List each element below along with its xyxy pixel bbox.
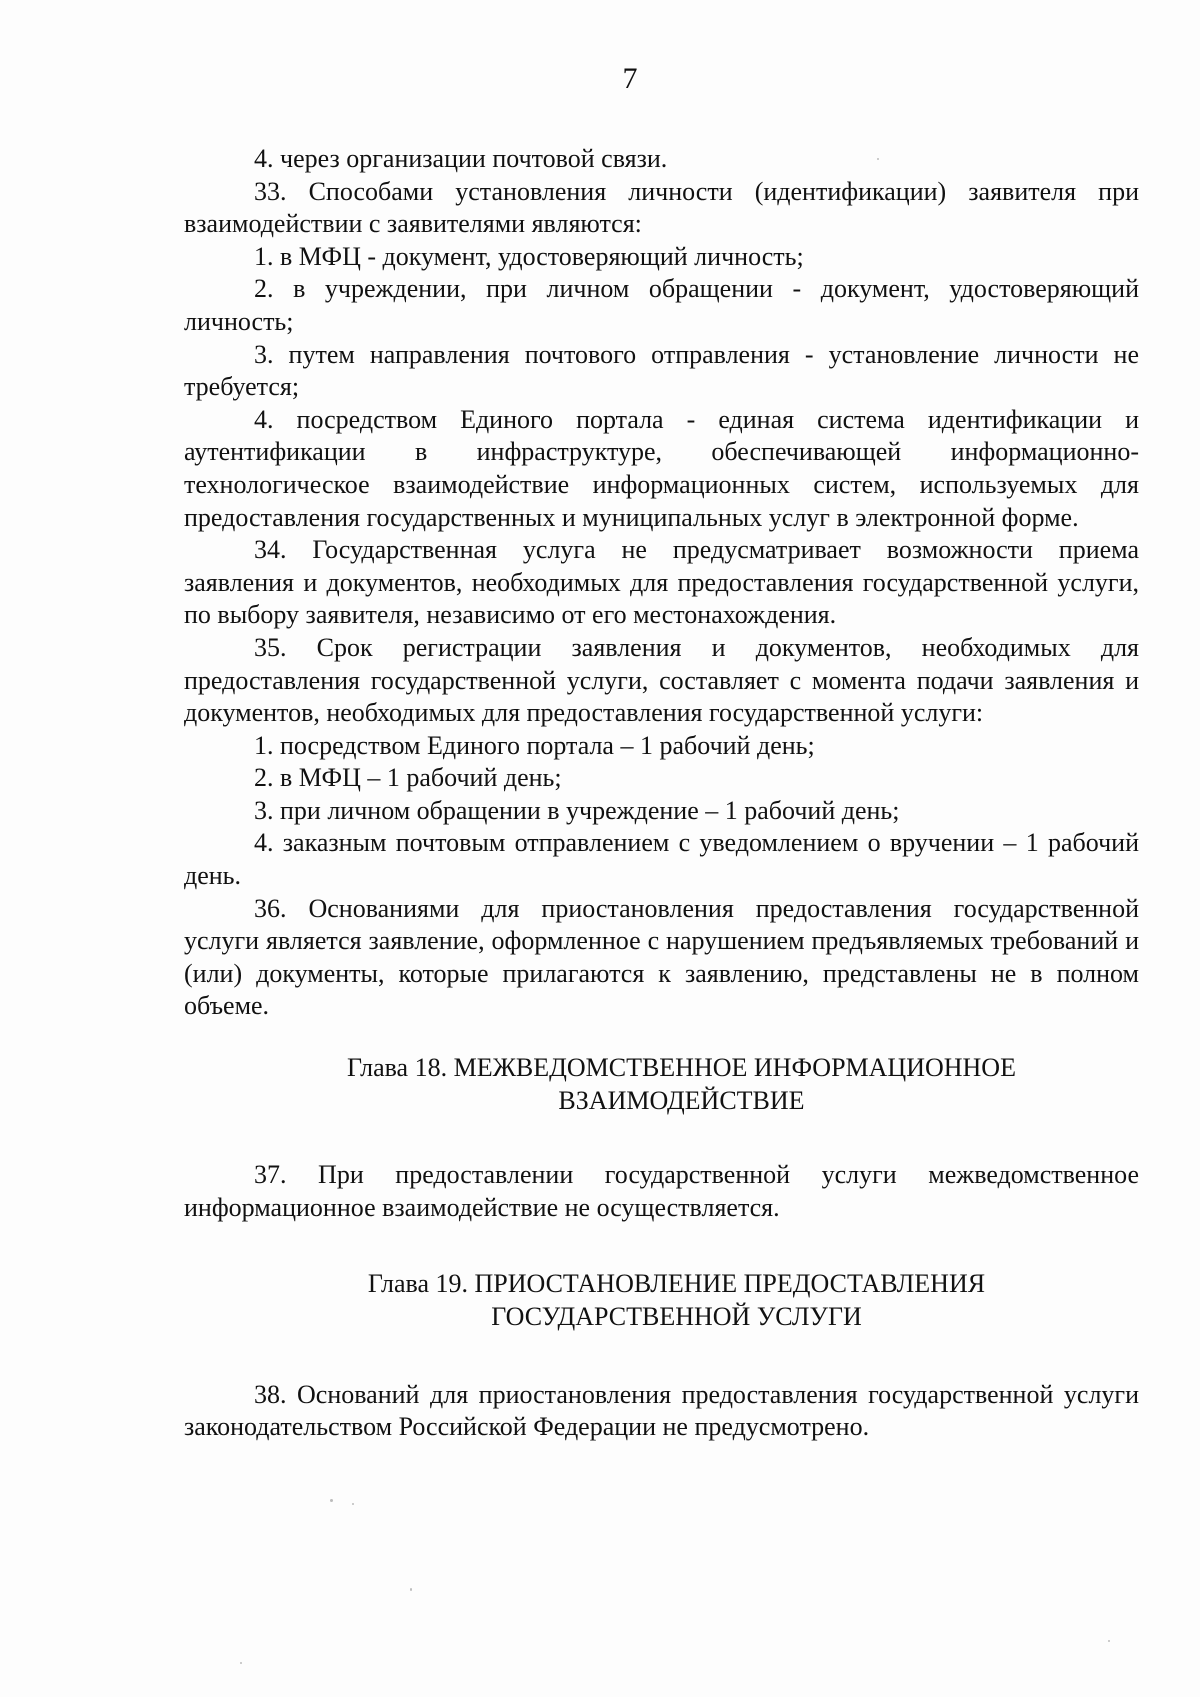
chapter-heading-line: Глава 19. ПРИОСТАНОВЛЕНИЕ ПРЕДОСТАВЛЕНИЯ — [367, 1269, 986, 1299]
chapter-heading-line: ВЗАИМОДЕЙСТВИЕ — [558, 1085, 805, 1115]
paragraph: 1. посредством Единого портала – 1 рабочий день; — [254, 730, 815, 760]
chapter-heading-line: ГОСУДАРСТВЕННОЙ УСЛУГИ — [491, 1302, 862, 1331]
chapter-18-heading — [184, 1052, 1139, 1117]
scan-speck — [240, 1662, 242, 1664]
paragraph: 2. в учреждении, при личном обращении - документ, удостоверяющий личность; — [184, 274, 1139, 336]
paragraph: 4. посредством Единого портала - единая система идентификации и аутентификации в инфраструктуре, обеспечивающей информационно-технологическое взаимодействие информационных систем, используемых для предоставления государственных и муниципальных услуг в электронной форме. — [184, 404, 1139, 532]
paragraph: 34. Государственная услуга не предусматривает возможности приема заявления и документов, необходимых для предоставления государственной услуги, по выбору заявителя, независимо от его местонахождения. — [184, 535, 1139, 630]
paragraph: 36. Основаниями для приостановления предоставления государственной услуги является заявление, оформленное с нарушением предъявляемых требований и (или) документы, которые прилагаются к заявлению, представлены не в полном объеме. — [184, 893, 1139, 1021]
chapter-19-heading — [184, 1268, 1139, 1333]
paragraph: 4. заказным почтовым отправлением с уведомлением о вручении – 1 рабочий день. — [184, 828, 1139, 891]
paragraph: 2. в МФЦ – 1 рабочий день; — [254, 763, 562, 793]
paragraph: 33. Способами установления личности (идентификации) заявителя при взаимодействии с заявителями являются: — [184, 176, 1139, 239]
paragraph: 3. путем направления почтового отправления - установление личности не требуется; — [184, 339, 1139, 402]
page-number: 7 — [622, 62, 638, 95]
paragraph: 38. Оснований для приостановления предоставления государственной услуги законодательством Российской Федерации не предусмотрено. — [184, 1379, 1139, 1442]
paragraph: 3. при личном обращении в учреждение – 1 рабочий день; — [254, 795, 900, 825]
paragraph: 1. в МФЦ - документ, удостоверяющий личность; — [254, 241, 804, 271]
paragraph: 37. При предоставлении государственной услуги межведомственное информационное взаимодействие не осуществляется. — [184, 1160, 1139, 1222]
scan-speck — [410, 1588, 412, 1591]
paragraph: 4. через организации почтовой связи. — [254, 144, 668, 173]
scan-speck — [352, 1503, 354, 1505]
chapter-heading-line: Глава 18. МЕЖВЕДОМСТВЕННОЕ ИНФОРМАЦИОННОЕ — [347, 1053, 1016, 1083]
scan-speck — [330, 1499, 333, 1502]
scan-speck — [877, 158, 879, 160]
paragraph: 35. Срок регистрации заявления и документов, необходимых для предоставления государственной услуги, составляет с момента подачи заявления и документов, необходимых для предоставления государственной услуги: — [184, 632, 1139, 728]
scan-speck — [1108, 1640, 1110, 1642]
document-body — [184, 143, 1139, 1444]
